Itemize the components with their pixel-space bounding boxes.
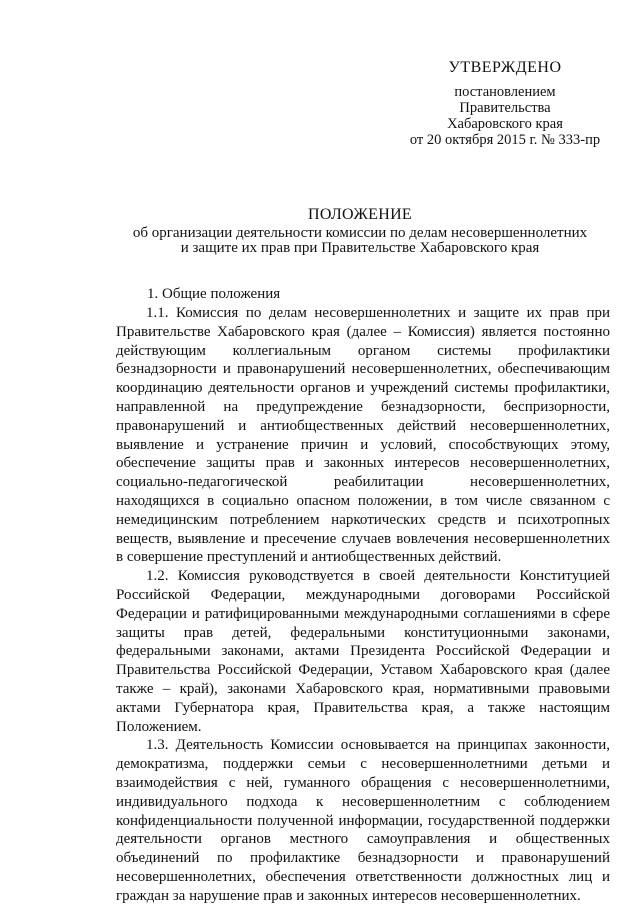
approved-label: УТВЕРЖДЕНО [448, 59, 562, 76]
approval-line-date-number: от 20 октября 2015 г. № 333-пр [409, 132, 601, 148]
section-body [116, 304, 610, 906]
subtitle-line-2: и защите их прав при Правительстве Хабаровского края [180, 240, 540, 256]
approval-line-decree: постановлением [454, 84, 556, 100]
subtitle-line-1: об организации деятельности комиссии по делам несовершеннолетних [132, 225, 588, 241]
paragraph-1-2: 1.2. Комиссия руководствуется в своей деятельности Конституцией Российской Федерации, международными договорами Российской Федерации и ратифицированными международными соглашениями в сфере защиты прав детей, федеральными конституционными законами, федеральными законами, актами Президента Российской Федерации и Правительства Российской Федерации, Уставом Хабаровского края (далее также – край), законами Хабаровского края, нормативными правовыми актами Губернатора края, Правительства края, а также настоящим Положением. [116, 568, 610, 735]
document-title: ПОЛОЖЕНИЕ [307, 206, 412, 223]
section-heading: 1. Общие положения [147, 286, 281, 302]
document-subtitle [100, 226, 620, 256]
approval-line-government: Правительства [459, 100, 551, 116]
paragraph-1-1: 1.1. Комиссия по делам несовершеннолетних и защите их прав при Правительстве Хабаровского края (далее – Комиссия) является постоянно действующим коллегиальным органом системы профилактики безнадзорности и правонарушений несовершеннолетних, обеспечивающим координацию деятельности органов и учреждений системы профилактики, направленной на предупреждение безнадзорности, беспризорности, правонарушений и антиобщественных действий несовершеннолетних, выявление и устранение причин и условий, способствующих этому, обеспечение защиты прав и законных интересов несовершеннолетних, социально-педагогической реабилитации несовершеннолетних, находящихся в социально опасном положении, в том числе связанном с немедицинским потреблением наркотических средств и психотропных веществ, выявление и пресечение случаев вовлечения несовершеннолетних в совершение преступлений и антиобщественных действий. [116, 305, 610, 566]
approval-stamp-block [400, 60, 610, 148]
paragraph-1-3: 1.3. Деятельность Комиссии основывается на принципах законности, демократизма, поддержки семьи с несовершеннолетними детьми и взаимодействия с ней, гуманного обращения с несовершеннолетними, индивидуального подхода к несовершеннолетним с соблюдением конфиденциальности полученной информации, государственной поддержки деятельности органов местного самоуправления и общественных объединений по профилактике безнадзорности и правонарушений несовершеннолетних, обеспечения ответственности должностных лиц и граждан за нарушение прав и законных интересов несовершеннолетних. [116, 737, 610, 904]
approval-line-region: Хабаровского края [447, 116, 563, 132]
